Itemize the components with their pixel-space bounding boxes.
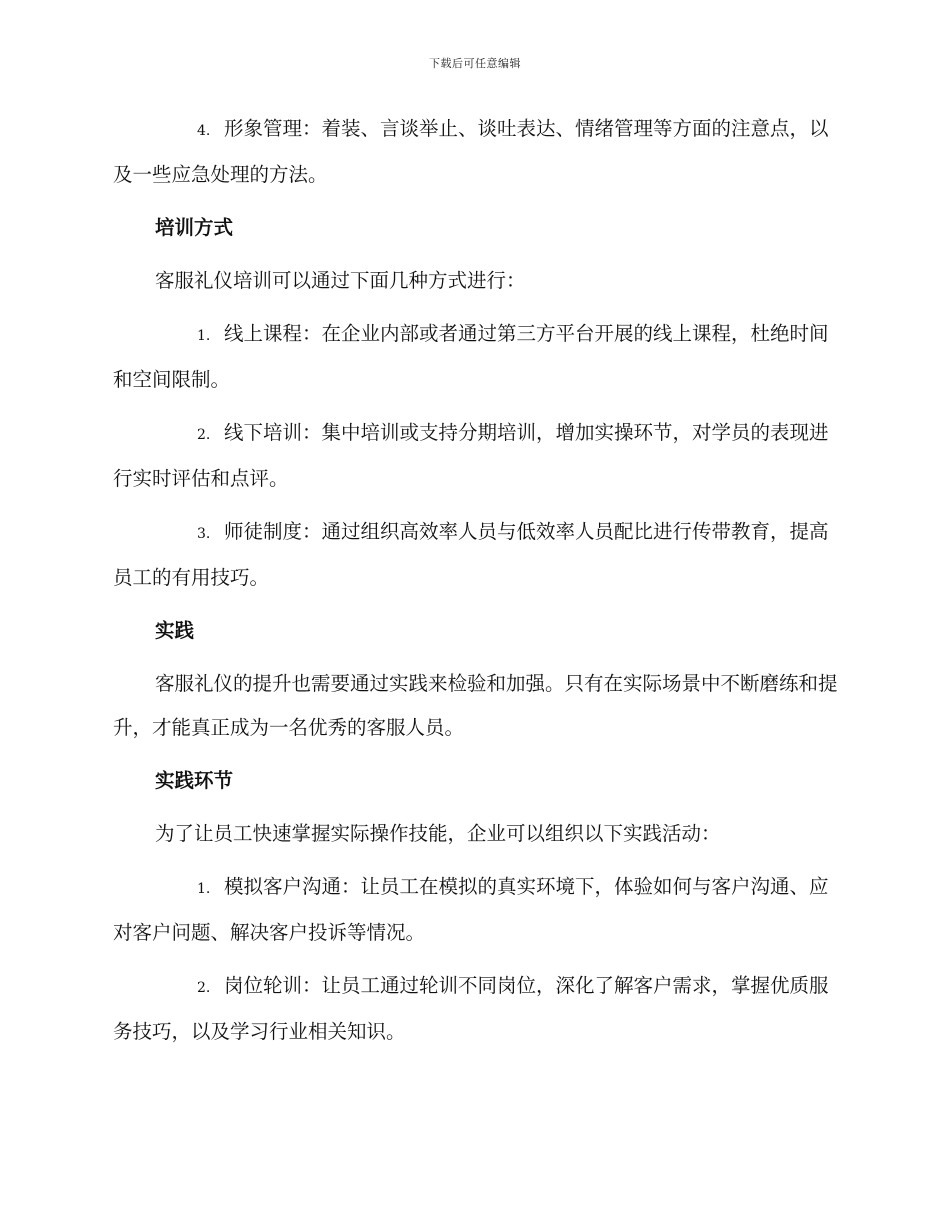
page-header: 下载后可任意编辑 <box>429 57 521 70</box>
practice-intro: 为了让员工快速掌握实际操作技能，企业可以组织以下实践活动： <box>155 822 721 845</box>
list-text: 线下培训：集中培训或支持分期培训，增加实操环节，对学员的表现进行实时评估和点评。 <box>113 421 829 490</box>
list-item <box>113 510 839 600</box>
list-text: 师徒制度：通过组织高效率人员与低效率人员配比进行传带教育，提高员工的有用技巧。 <box>113 520 829 589</box>
list-item <box>113 964 839 1054</box>
list-number: 1. <box>197 328 211 344</box>
list-item <box>113 312 839 402</box>
list-text: 线上课程：在企业内部或者通过第三方平台开展的线上课程，杜绝时间和空间限制。 <box>113 322 829 391</box>
list-number: 1. <box>197 881 211 897</box>
list-number: 2. <box>197 980 211 996</box>
document-body <box>113 107 839 1054</box>
list-text: 岗位轮训：让员工通过轮训不同岗位，深化了解客户需求，掌握优质服务技巧，以及学习行业相关知识。 <box>113 974 829 1043</box>
list-item <box>113 865 839 955</box>
heading-practice-steps: 实践环节 <box>155 769 234 792</box>
practice-paragraph: 客服礼仪的提升也需要通过实践来检验和加强。只有在实际场景中不断磨练和提升，才能真正成为一名优秀的客服人员。 <box>113 672 838 739</box>
list-number: 4. <box>197 123 211 139</box>
training-intro: 客服礼仪培训可以通过下面几种方式进行： <box>155 269 526 292</box>
list-item-image-management <box>113 107 839 197</box>
list-number: 3. <box>197 526 211 542</box>
heading-practice: 实践 <box>155 619 195 642</box>
list-number: 2. <box>197 427 211 443</box>
heading-training-methods: 培训方式 <box>155 216 234 239</box>
list-item <box>113 411 839 501</box>
list-text: 模拟客户沟通：让员工在模拟的真实环境下，体验如何与客户沟通、应对客户问题、解决客户投诉等情况。 <box>113 875 829 944</box>
list-text: 形象管理：着装、言谈举止、谈吐表达、情绪管理等方面的注意点，以及一些应急处理的方法。 <box>113 117 829 186</box>
